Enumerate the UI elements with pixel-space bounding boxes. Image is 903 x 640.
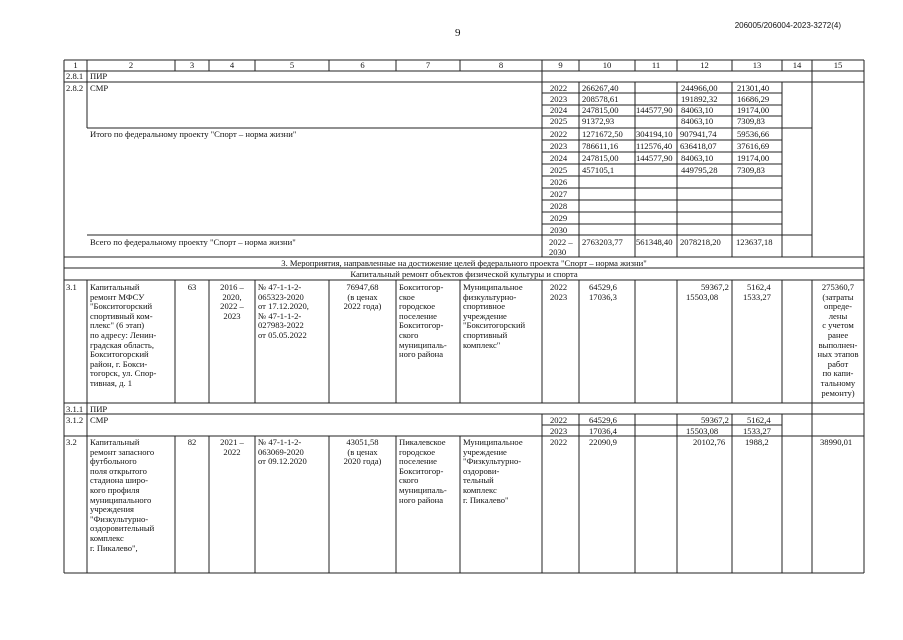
row-3-2-name: Капитальный ремонт запасного футбольного поля открытого стадиона широ- кого профиля муниципального учреждения "Физкультурно- оздоровительный комплекс г. Пикалево", <box>90 437 155 553</box>
row-2-8-2-name: СМР <box>90 83 109 93</box>
row-3-1-col13: 5162,4 <box>747 282 771 292</box>
row-3-1-number: 3.1 <box>66 282 77 292</box>
total-col12: 449795,28 <box>681 165 718 175</box>
row-3-1-col3: 63 <box>187 282 197 292</box>
col-header-1: 1 <box>73 60 78 70</box>
row-3-2-col3: 82 <box>187 437 197 447</box>
col-header-15: 15 <box>833 60 843 70</box>
row-2-8-2-col12: 84063,10 <box>681 116 714 126</box>
col-header-3: 3 <box>189 60 195 70</box>
row-3-2-col10: 22090,9 <box>589 437 617 447</box>
total-year: 2024 <box>550 153 568 163</box>
grand-total-title: Всего по федеральному проекту "Спорт – норма жизни" <box>90 237 296 247</box>
row-2-8-2-year: 2025 <box>550 116 568 126</box>
grand-total-col11: 561348,40 <box>636 237 673 247</box>
row-3-1-1-name: ПИР <box>90 404 108 414</box>
total-col13: 7309,83 <box>737 165 765 175</box>
row-3-2-number: 3.2 <box>66 437 77 447</box>
total-col13: 19174,00 <box>737 153 770 163</box>
row-2-8-2-col13: 21301,40 <box>737 83 770 93</box>
row-2-8-2-year: 2024 <box>550 105 568 115</box>
row-3-1-col13: 1533,27 <box>743 292 771 302</box>
section-heading: 3. Мероприятия, направленные на достижение целей федерального проекта "Спорт – норма жизни" <box>281 258 647 268</box>
row-2-8-1-number: 2.8.1 <box>66 71 84 81</box>
row-3-1-name: Капитальный ремонт МФСУ "Бокситогорский спортивный ком- плекс" (6 этап) по адресу: Ленин- градская область, Бокситогорский район, г. Бокси- тогорск, ул. Спор- тивная, д. 1 <box>90 282 157 388</box>
total-row-title: Итого по федеральному проекту "Спорт – норма жизни" <box>90 129 297 139</box>
row-2-8-2-col10: 91372,93 <box>582 116 615 126</box>
total-col10: 1271672,50 <box>582 129 623 139</box>
total-col11: 112576,40 <box>636 141 673 151</box>
row-2-8-2-col11: 144577,90 <box>636 105 673 115</box>
subsection-heading: Капитальный ремонт объектов физической культуры и спорта <box>350 269 578 279</box>
total-year: 2026 <box>550 177 568 187</box>
col-header-13: 13 <box>752 60 762 70</box>
row-3-1-col10: 17036,3 <box>589 292 617 302</box>
page-number: 9 <box>455 27 461 39</box>
row-3-1-col12: 59367,2 <box>701 282 729 292</box>
row-3-1-col12: 15503,08 <box>686 292 719 302</box>
grand-total-col12: 2078218,20 <box>680 237 721 247</box>
row-3-1-2-year: 2023 <box>550 426 568 436</box>
col-header-6: 6 <box>360 60 365 70</box>
row-3-1-col15-note: 275360,7 (затраты опреде- лены с учетом ранее выполнен- ных этапов работ по капи- тальному ремонту) <box>817 282 859 398</box>
total-year: 2030 <box>550 225 568 235</box>
row-3-1-2-year: 2022 <box>550 415 568 425</box>
total-year: 2025 <box>550 165 568 175</box>
col-header-4: 4 <box>229 60 235 70</box>
total-col10: 457105,1 <box>582 165 615 175</box>
row-3-1-year: 2023 <box>550 292 568 302</box>
row-2-8-2-col12: 191892,32 <box>681 94 718 104</box>
row-3-1-col4: 2016 – 2020, 2022 – 2023 <box>220 282 244 321</box>
row-3-2-col12: 20102,76 <box>693 437 726 447</box>
row-3-1-2-number: 3.1.2 <box>66 415 84 425</box>
row-2-8-2-number: 2.8.2 <box>66 83 84 93</box>
row-3-1-col5: № 47-1-1-2- 065323-2020 от 17.12.2020, № 47-1-1-2- 027983-2022 от 05.05.2022 <box>258 282 309 340</box>
row-2-8-2-col10: 266267,40 <box>582 83 619 93</box>
row-3-1-1-number: 3.1.1 <box>66 404 84 414</box>
grand-total-years: 2022 – 2030 <box>549 237 573 257</box>
grand-total-col10: 2763203,77 <box>582 237 623 247</box>
total-col11: 144577,90 <box>636 153 673 163</box>
row-2-8-2-year: 2023 <box>550 94 568 104</box>
total-col13: 37616,69 <box>737 141 770 151</box>
row-3-1-2-col10: 17036,4 <box>589 426 617 436</box>
row-2-8-2-col12: 244966,00 <box>681 83 718 93</box>
total-col10: 786611,16 <box>582 141 619 151</box>
document-id: 206005/206004-2023-3272(4) <box>734 21 841 30</box>
total-col12: 84063,10 <box>681 153 714 163</box>
col-header-2: 2 <box>128 60 134 70</box>
row-3-2-col8: Муниципальное учреждение "Физкультурно- оздорови- тельный комплекс г. Пикалево" <box>463 437 523 505</box>
total-col12: 636418,07 <box>680 141 717 151</box>
row-2-8-2-year: 2022 <box>550 83 568 93</box>
row-3-1-col10: 64529,6 <box>589 282 617 292</box>
col-header-7: 7 <box>425 60 431 70</box>
col-header-8: 8 <box>498 60 504 70</box>
row-3-1-col6: 76947,68 (в ценах 2022 года) <box>343 282 382 312</box>
row-3-1-2-col12: 59367,2 <box>701 415 729 425</box>
total-year: 2022 <box>550 129 568 139</box>
total-col10: 247815,00 <box>582 153 619 163</box>
col-header-14: 14 <box>792 60 802 70</box>
row-3-1-2-name: СМР <box>90 415 109 425</box>
row-2-8-2-col10: 208578,61 <box>582 94 619 104</box>
total-year: 2023 <box>550 141 568 151</box>
row-2-8-2-col13: 7309,83 <box>737 116 765 126</box>
row-2-8-1-name: ПИР <box>90 71 108 81</box>
total-year: 2027 <box>550 189 568 199</box>
row-2-8-2-col13: 16686,29 <box>737 94 770 104</box>
row-3-1-2-col12: 15503,08 <box>686 426 719 436</box>
total-col12: 907941,74 <box>680 129 717 139</box>
col-header-9: 9 <box>558 60 563 70</box>
row-3-2-col13: 1988,2 <box>745 437 769 447</box>
row-3-1-col7: Бокситогор- ское городское поселение Бокситогор- ского муниципаль- ного района <box>399 282 447 360</box>
row-3-2-col15: 38990,01 <box>820 437 853 447</box>
row-3-1-col8: Муниципальное физкультурно- спортивное учреждение "Бокситогорский спортивный комплекс" <box>463 282 526 350</box>
grand-total-col13: 123637,18 <box>736 237 773 247</box>
row-3-1-2-col10: 64529,6 <box>589 415 617 425</box>
total-col11: 304194,10 <box>636 129 673 139</box>
col-header-12: 12 <box>700 60 709 70</box>
total-year: 2028 <box>550 201 568 211</box>
row-3-2-col7: Пикалевское городское поселение Бокситогор- ского муниципаль- ного района <box>399 437 447 505</box>
col-header-5: 5 <box>289 60 295 70</box>
col-header-11: 11 <box>651 60 661 70</box>
row-3-1-year: 2022 <box>550 282 568 292</box>
row-3-2-year: 2022 <box>550 437 568 447</box>
row-2-8-2-col10: 247815,00 <box>582 105 619 115</box>
row-3-1-2-col13: 1533,27 <box>743 426 771 436</box>
row-3-2-col5: № 47-1-1-2- 063069-2020 от 09.12.2020 <box>258 437 307 467</box>
row-3-2-col4: 2021 – 2022 <box>220 437 244 457</box>
row-2-8-2-col12: 84063,10 <box>681 105 714 115</box>
row-3-1-2-col13: 5162,4 <box>747 415 771 425</box>
total-col13: 59536,66 <box>737 129 770 139</box>
col-header-10: 10 <box>602 60 612 70</box>
total-year: 2029 <box>550 213 568 223</box>
row-2-8-2-col13: 19174,00 <box>737 105 770 115</box>
row-3-2-col6: 43051,58 (в ценах 2020 года) <box>343 437 382 467</box>
